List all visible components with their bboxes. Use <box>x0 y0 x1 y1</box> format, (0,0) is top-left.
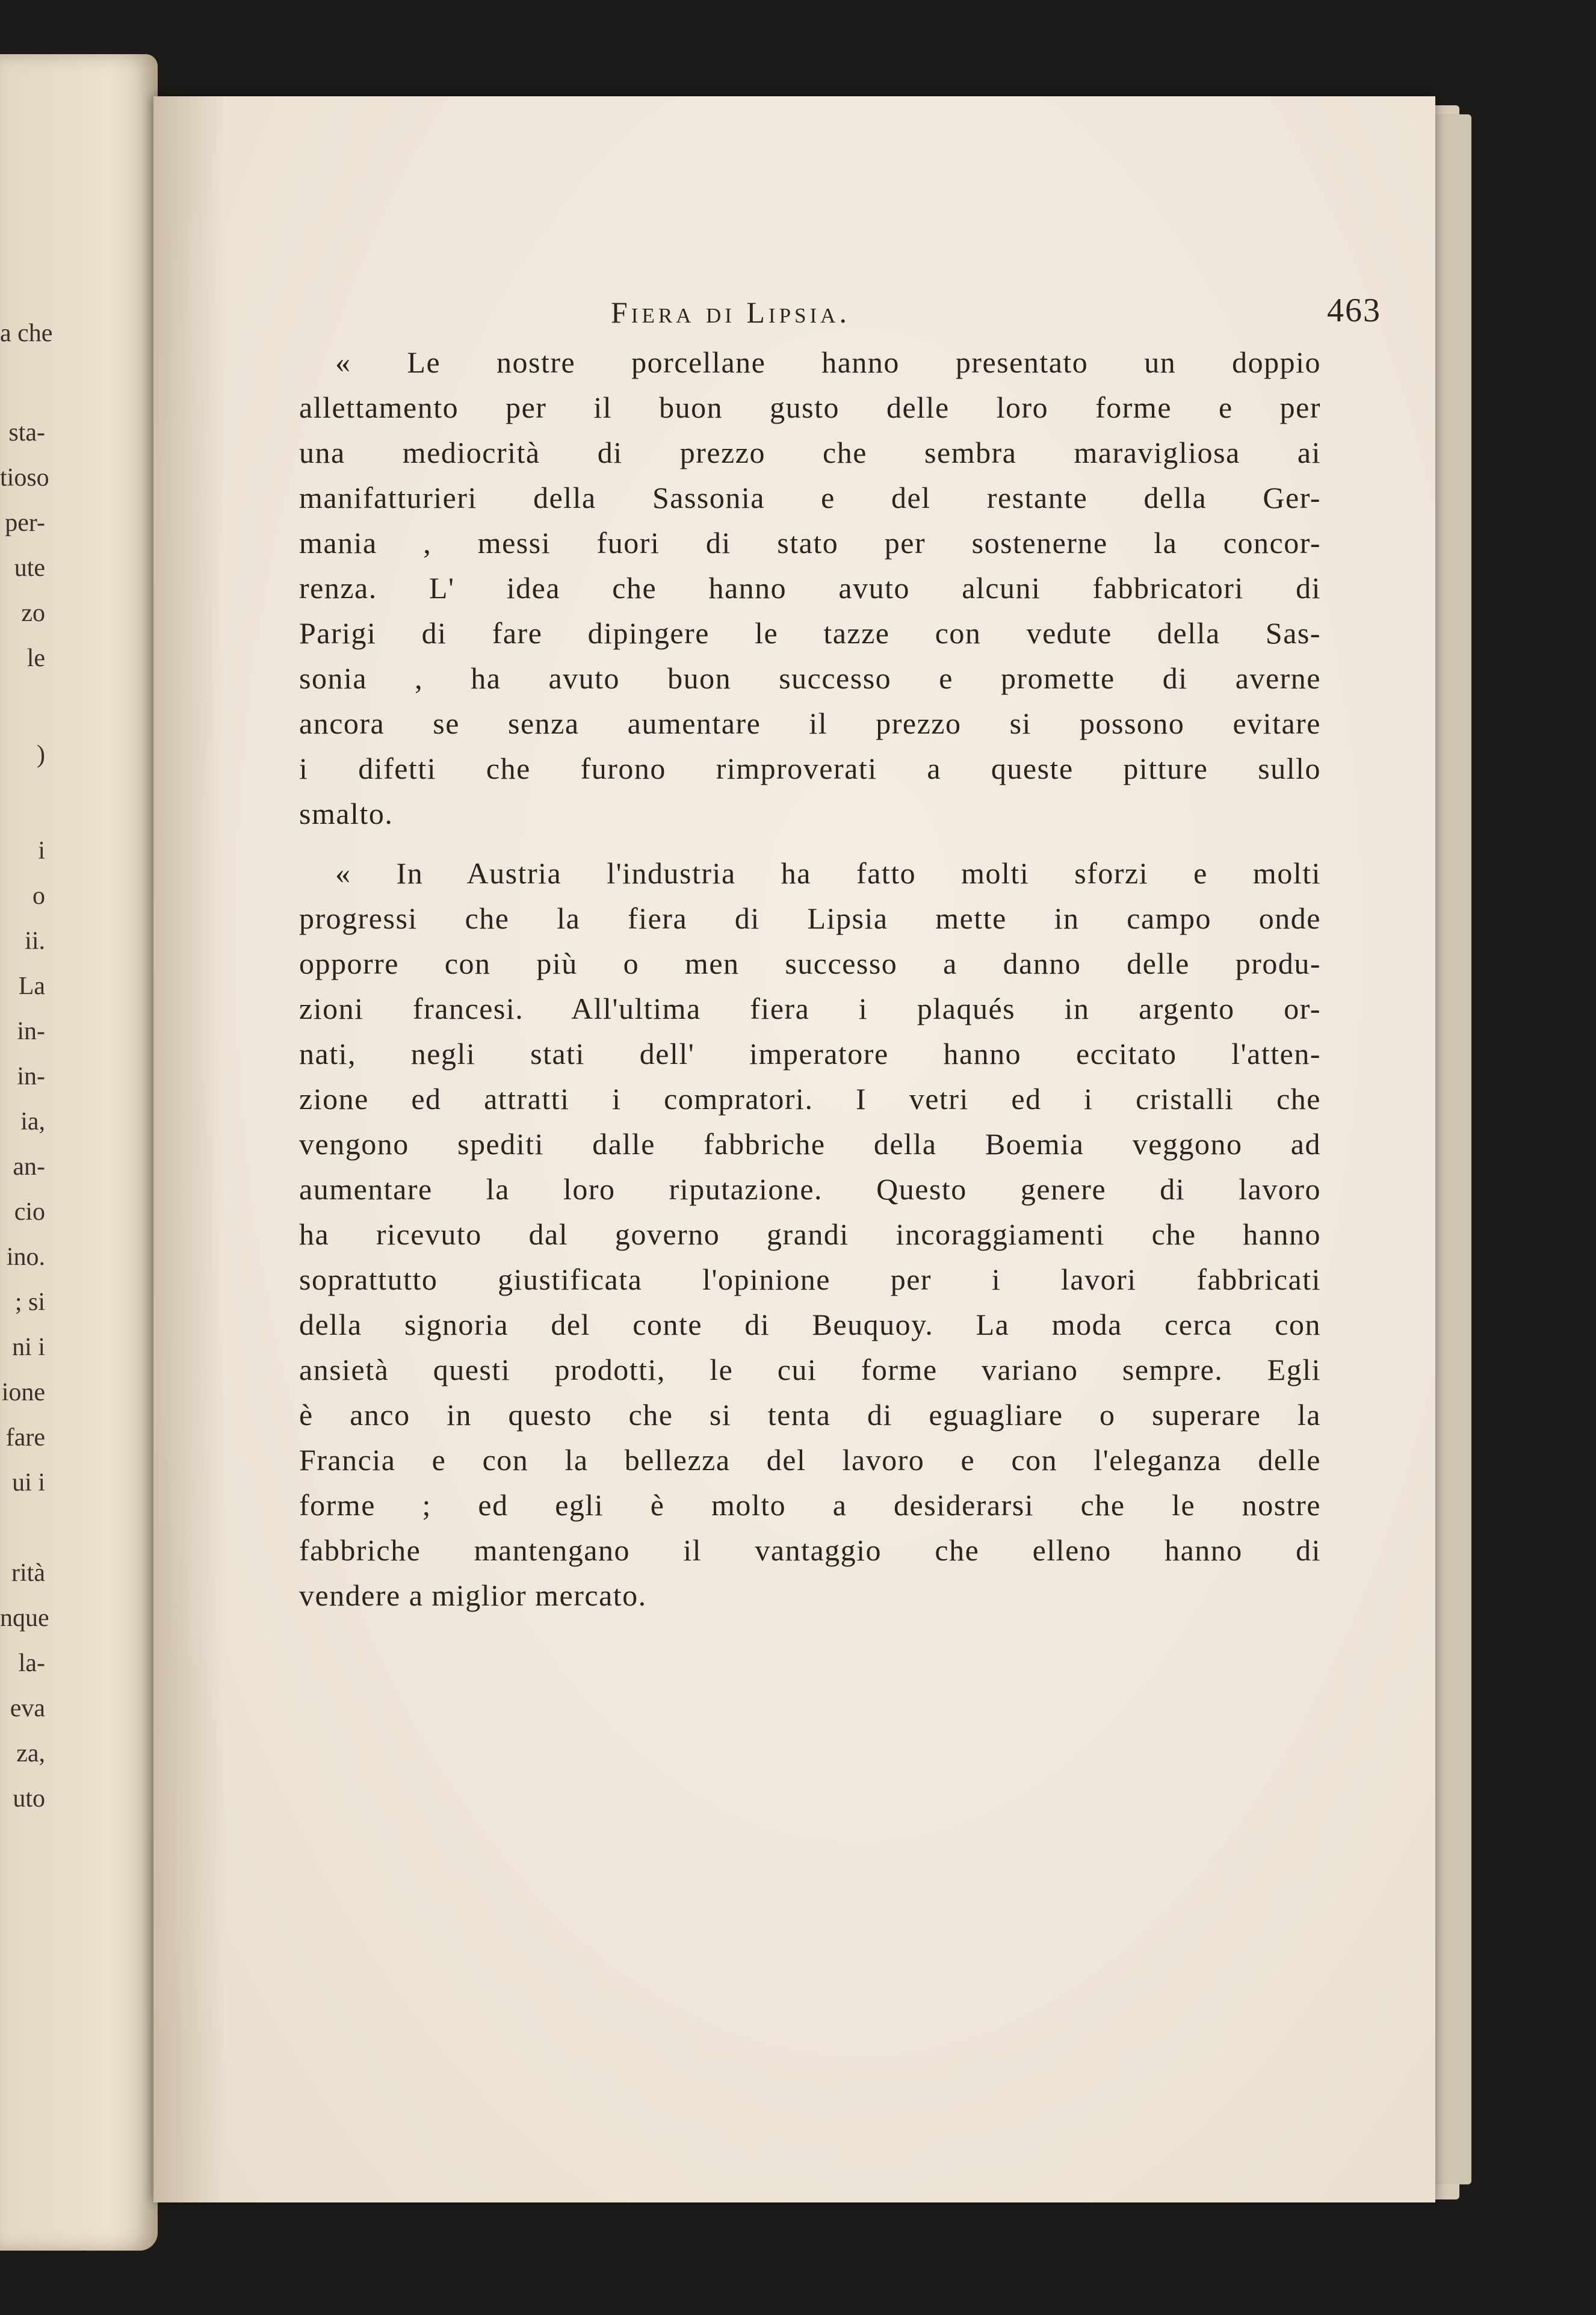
left-page-fragment-line: nque <box>0 1604 49 1632</box>
paragraph-gap <box>299 836 1321 851</box>
left-page-fragment-line: ia, <box>20 1108 45 1136</box>
text-line: progressi che la fiera di Lipsia mette in campo onde <box>299 901 1321 935</box>
text-line: fabbriche mantengano il vantaggio che elleno hanno di <box>299 1533 1321 1567</box>
left-page-fragment-line: le <box>26 644 45 672</box>
left-page-fragment-line: la- <box>18 1649 45 1677</box>
left-page-fragment-line: a che <box>0 320 53 347</box>
text-line: sonia , ha avuto buon successo e promette di averne <box>299 661 1321 695</box>
text-line: zioni francesi. All'ultima fiera i plaqués in argento or- <box>299 992 1321 1025</box>
text-line: ancora se senza aumentare il prezzo si possono evitare <box>299 706 1321 740</box>
text-line: Parigi di fare dipingere le tazze con vedute della Sas- <box>299 616 1321 650</box>
text-line: mania , messi fuori di stato per sostenerne la concor- <box>299 526 1321 560</box>
left-page-fragment-line: ino. <box>6 1243 45 1271</box>
text-line: renza. L' idea che hanno avuto alcuni fabbricatori di <box>299 571 1321 605</box>
text-line: della signoria del conte di Beuquoy. La moda cerca con <box>299 1308 1321 1341</box>
left-page-fragment-line: za, <box>16 1740 45 1767</box>
text-line: è anco in questo che si tenta di eguagliare o superare la <box>299 1398 1321 1432</box>
text-line: opporre con più o men successo a danno delle produ- <box>299 947 1321 980</box>
text-line: vengono spediti dalle fabbriche della Boemia veggono ad <box>299 1127 1321 1161</box>
left-page-fragment-line: ; si <box>14 1288 45 1316</box>
left-page-fragment-line: sta- <box>8 419 45 447</box>
left-page-fragment-line: tioso <box>0 464 49 492</box>
left-page-fragment-line: cio <box>14 1198 45 1226</box>
left-page-fragment-line: ni i <box>12 1334 45 1361</box>
left-page-fragment-line: an- <box>13 1153 45 1181</box>
left-page-fragment-line: uto <box>13 1785 45 1813</box>
left-page-fragment-line: o <box>32 882 45 910</box>
text-line: forme ; ed egli è molto a desiderarsi che le nostre <box>299 1488 1321 1522</box>
text-line: Francia e con la bellezza del lavoro e con l'eleganza delle <box>299 1443 1321 1477</box>
text-line: zione ed attratti i compratori. I vetri ed i cristalli che <box>299 1082 1321 1116</box>
left-page-fragment-line: rità <box>11 1559 45 1587</box>
body-text <box>299 340 1321 1618</box>
running-head: Fiera di Lipsia. <box>611 295 850 329</box>
text-line: ansietà questi prodotti, le cui forme variano sempre. Egli <box>299 1353 1321 1386</box>
text-line: nati, negli stati dell' imperatore hanno eccitato l'atten- <box>299 1037 1321 1071</box>
text-line: soprattutto giustificata l'opinione per i lavori fabbricati <box>299 1263 1321 1296</box>
left-page-fragment-line: i <box>38 837 45 865</box>
left-page-fragment-line: La <box>18 972 45 1000</box>
left-page-fragment-line: in- <box>17 1063 45 1090</box>
text-line: vendere a miglior mercato. <box>299 1578 647 1612</box>
page-number: 463 <box>1327 292 1381 329</box>
book-page <box>153 96 1435 2202</box>
left-page-fragment-line: ione <box>1 1379 45 1406</box>
left-page-fragment-line: eva <box>10 1695 45 1722</box>
left-page-fragment-line: fare <box>5 1424 45 1451</box>
text-line: una mediocrità di prezzo che sembra maravigliosa ai <box>299 436 1321 469</box>
text-line: ha ricevuto dal governo grandi incoraggiamenti che hanno <box>299 1217 1321 1251</box>
left-page-fragment-line: in- <box>17 1018 45 1045</box>
text-line: aumentare la loro riputazione. Questo genere di lavoro <box>299 1172 1321 1206</box>
left-page-fragment-line: zo <box>21 599 45 627</box>
left-page-fragment-line: ui i <box>12 1469 45 1497</box>
left-page-fragment-line: ute <box>14 554 45 582</box>
left-page-fragment-line: per- <box>5 509 45 537</box>
text-line: allettamento per il buon gusto delle loro forme e per <box>299 391 1321 424</box>
text-line: manifatturieri della Sassonia e del restante della Ger- <box>299 481 1321 515</box>
left-page-fragment <box>0 54 158 2251</box>
left-page-fragment-line: ) <box>37 741 45 768</box>
text-line: i difetti che furono rimproverati a queste pitture sullo <box>299 752 1321 785</box>
text-line: smalto. <box>299 797 394 830</box>
text-line: « Le nostre porcellane hanno presentato un doppio <box>335 345 1321 379</box>
text-line: « In Austria l'industria ha fatto molti sforzi e molti <box>335 856 1321 890</box>
left-page-fragment-line: ii. <box>25 927 45 955</box>
